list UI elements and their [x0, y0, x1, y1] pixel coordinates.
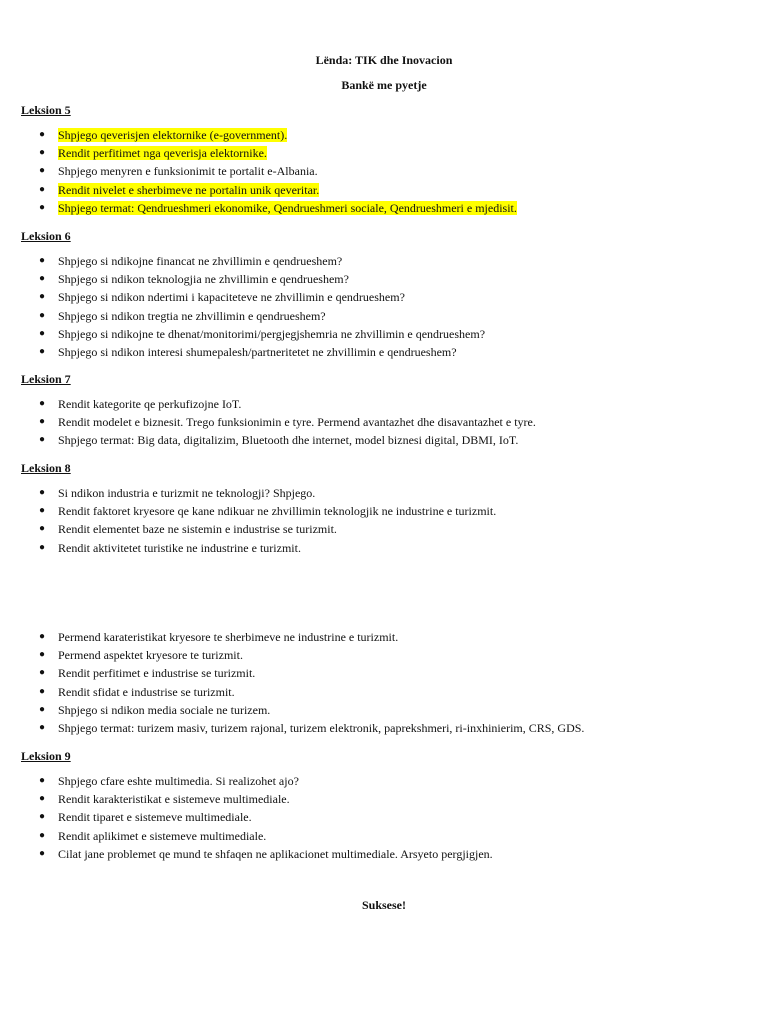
bullet-icon: ●	[39, 829, 46, 841]
highlighted-question: Rendit nivelet e sherbimeve ne portalin unik qeveritar.	[58, 182, 320, 197]
question-text: Rendit perfitimet e industrise se turizmit.	[58, 666, 256, 681]
list-item	[21, 719, 741, 737]
bullet-icon: ●	[39, 541, 46, 553]
question-text: Cilat jane problemet qe mund te shfaqen ne aplikacionet multimediale. Arsyeto pergjigjen.	[58, 846, 493, 861]
list-item	[21, 827, 741, 845]
section-heading: Leksion 9	[21, 749, 71, 763]
bullet-icon: ●	[39, 255, 46, 266]
list-item	[21, 413, 741, 431]
list-item	[21, 502, 741, 520]
bullet-icon: ●	[39, 398, 46, 409]
bullet-icon: ●	[39, 793, 46, 805]
list-item	[21, 772, 741, 790]
list-item	[21, 845, 741, 863]
bullet-icon: ●	[39, 649, 46, 661]
document-title: Lënda: TIK dhe Inovacion	[315, 53, 453, 67]
question-text: Shpjego si ndikon teknologjia ne zhvillimin e qendrueshem?	[58, 272, 349, 287]
question-text: Rendit elementet baze ne sistemin e industrise se turizmit.	[58, 522, 337, 537]
question-text: Rendit karakteristikat e sistemeve multimediale.	[58, 792, 290, 807]
list-item	[21, 683, 741, 701]
bullet-icon: ●	[39, 309, 46, 321]
question-text: Shpjego cfare eshte multimedia. Si realizohet ajo?	[58, 774, 299, 788]
section-heading: Leksion 8	[21, 461, 71, 475]
list-item	[21, 325, 741, 343]
list-item	[21, 664, 741, 682]
question-text: Rendit faktoret kryesore qe kane ndikuar ne zhvillimin teknologjik ne industrine e turizmit.	[58, 504, 497, 519]
question-text: Shpjego si ndikon ndertimi i kapaciteteve ne zhvillimin e qendrueshem?	[58, 290, 405, 305]
section-heading: Leksion 7	[21, 372, 71, 386]
question-text: Shpjego termat: Big data, digitalizim, Bluetooth dhe internet, model biznesi digital, DBMI, IoT.	[58, 433, 519, 448]
highlighted-question: Rendit perfitimet nga qeverisja elektornike.	[58, 146, 267, 161]
bullet-icon: ●	[39, 667, 46, 679]
list-item	[21, 520, 741, 538]
bullet-icon: ●	[39, 201, 46, 213]
question-list	[21, 484, 741, 557]
list-item	[21, 307, 741, 325]
question-list	[21, 252, 741, 361]
list-item	[21, 252, 741, 270]
bullet-icon: ●	[39, 129, 46, 140]
list-item	[21, 144, 741, 162]
list-item	[21, 181, 741, 199]
section-leksion-8-continued	[21, 628, 741, 737]
question-text: Rendit tiparet e sistemeve multimediale.	[58, 810, 252, 825]
closing-text: Suksese!	[361, 898, 406, 912]
bullet-icon: ●	[39, 505, 46, 517]
list-item	[21, 126, 741, 144]
list-item	[21, 288, 741, 306]
bullet-icon: ●	[39, 631, 46, 642]
list-item	[21, 790, 741, 808]
highlighted-question: Shpjego qeverisjen elektornike (e-government).	[58, 128, 288, 142]
list-item	[21, 646, 741, 664]
bullet-icon: ●	[39, 434, 46, 446]
question-text: Rendit sfidat e industrise se turizmit.	[58, 684, 235, 699]
question-text: Permend aspektet kryesore te turizmit.	[58, 648, 243, 663]
bullet-icon: ●	[39, 703, 46, 715]
question-text: Rendit aktivitetet turistike ne industrine e turizmit.	[58, 540, 301, 555]
section-leksion-6	[21, 228, 741, 361]
question-text: Permend karateristikat kryesore te sherbimeve ne industrine e turizmit.	[58, 630, 399, 644]
bullet-icon: ●	[39, 183, 46, 195]
list-item	[21, 484, 741, 502]
question-text: Rendit modelet e biznesit. Trego funksionimin e tyre. Permend avantazhet dhe disavantazhet e tyre.	[58, 415, 536, 430]
question-text: Shpjego si ndikon media sociale ne turizem.	[58, 702, 271, 717]
question-text: Shpjego menyren e funksionimit te portalit e-Albania.	[58, 164, 318, 179]
list-item	[21, 701, 741, 719]
bullet-icon: ●	[39, 273, 46, 285]
bullet-icon: ●	[39, 165, 46, 177]
list-item	[21, 162, 741, 180]
question-list	[21, 628, 741, 737]
question-text: Shpjego si ndikon tregtia ne zhvillimin e qendrueshem?	[58, 308, 326, 323]
bullet-icon: ●	[39, 327, 46, 339]
section-leksion-7	[21, 371, 741, 450]
document-subtitle: Bankë me pyetje	[341, 78, 427, 92]
question-text: Shpjego si ndikojne financat ne zhvillimin e qendrueshem?	[58, 254, 343, 268]
section-heading: Leksion 5	[21, 103, 71, 117]
bullet-icon: ●	[39, 685, 46, 697]
question-text: Si ndikon industria e turizmit ne teknologji? Shpjego.	[58, 486, 316, 500]
bullet-icon: ●	[39, 416, 46, 428]
bullet-icon: ●	[39, 523, 46, 535]
bullet-icon: ●	[39, 147, 46, 159]
question-text: Shpjego termat: turizem masiv, turizem rajonal, turizem elektronik, paprekshmeri, ri-inxhinierim, CRS, GDS.	[58, 720, 585, 735]
question-list	[21, 126, 741, 217]
bullet-icon: ●	[39, 775, 46, 786]
bullet-icon: ●	[39, 487, 46, 498]
question-text: Shpjego si ndikojne te dhenat/monitorimi/pergjegjshemria ne zhvillimin e qendrueshem?	[58, 326, 486, 341]
list-item	[21, 270, 741, 288]
bullet-icon: ●	[39, 345, 46, 357]
section-heading: Leksion 6	[21, 229, 71, 243]
section-leksion-9	[21, 748, 741, 863]
question-text: Rendit kategorite qe perkufizojne IoT.	[58, 397, 242, 411]
list-item	[21, 628, 741, 646]
bullet-icon: ●	[39, 811, 46, 823]
list-item	[21, 808, 741, 826]
highlighted-question: Shpjego termat: Qendrueshmeri ekonomike, Qendrueshmeri sociale, Qendrueshmeri e mjedisit.	[58, 200, 517, 215]
list-item	[21, 199, 741, 217]
question-text: Rendit aplikimet e sistemeve multimediale.	[58, 828, 267, 843]
list-item	[21, 343, 741, 361]
bullet-icon: ●	[39, 847, 46, 859]
list-item	[21, 539, 741, 557]
question-text: Shpjego si ndikon interesi shumepalesh/partneritetet ne zhvillimin e qendrueshem?	[58, 344, 457, 359]
bullet-icon: ●	[39, 721, 46, 733]
question-list	[21, 395, 741, 450]
list-item	[21, 431, 741, 449]
list-item	[21, 395, 741, 413]
section-leksion-8	[21, 460, 741, 557]
bullet-icon: ●	[39, 291, 46, 303]
section-leksion-5	[21, 102, 741, 217]
question-list	[21, 772, 741, 863]
